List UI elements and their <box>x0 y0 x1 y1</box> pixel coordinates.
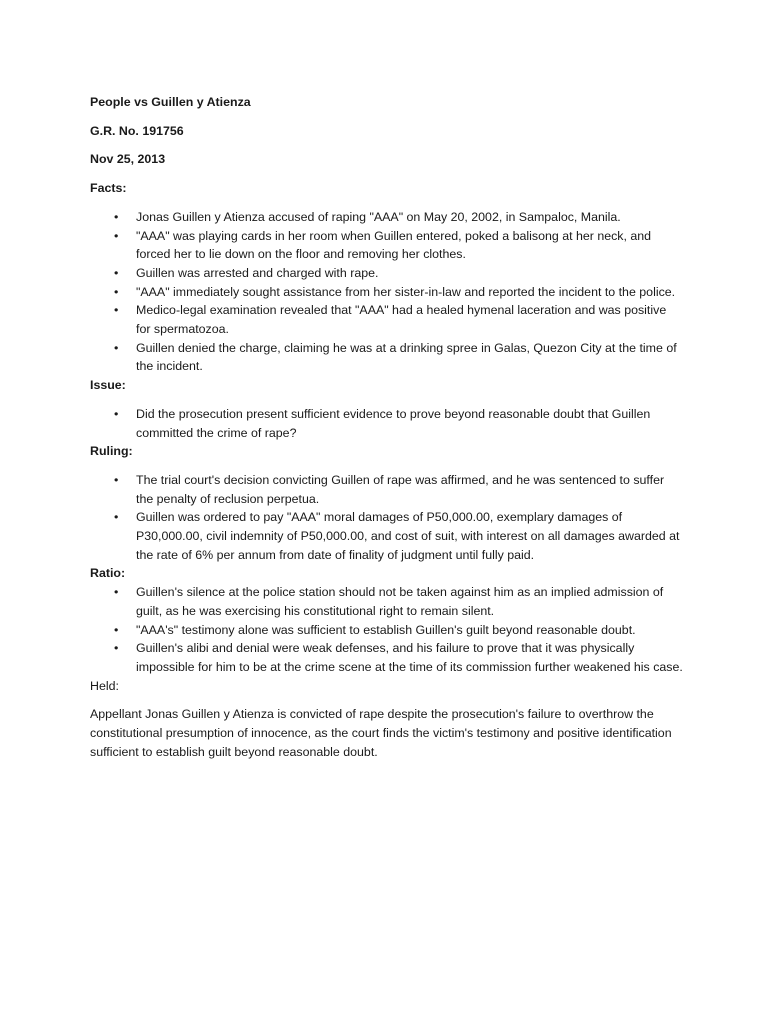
list-item <box>90 339 684 376</box>
ratio-list <box>90 583 684 677</box>
bullet-icon: • <box>114 340 119 355</box>
list-item-text: "AAA's" testimony alone was sufficient to establish Guillen's guilt beyond reasonable doubt. <box>136 622 636 637</box>
list-item <box>90 264 684 283</box>
issue-heading: Issue: <box>90 378 126 393</box>
list-item-text: Guillen's alibi and denial were weak defenses, and his failure to prove that it was physically impossible for him to be at the crime scene at the time of its commission further weakened his case. <box>136 641 683 674</box>
list-item-text: Jonas Guillen y Atienza accused of raping "AAA" on May 20, 2002, in Sampaloc, Manila. <box>136 209 621 224</box>
case-date: Nov 25, 2013 <box>90 152 166 167</box>
bullet-icon: • <box>114 228 119 243</box>
list-item <box>90 471 684 508</box>
list-item <box>90 621 684 640</box>
list-item-text: The trial court's decision convicting Guillen of rape was affirmed, and he was sentenced to suffer the penalty of reclusion perpetua. <box>136 472 665 506</box>
list-item-text: Guillen's silence at the police station should not be taken against him as an implied admission of guilt, as he was exercising his constitutional right to remain silent. <box>136 585 664 618</box>
bullet-icon: • <box>114 472 119 487</box>
bullet-icon: • <box>114 622 119 637</box>
held-heading: Held: <box>90 678 119 693</box>
list-item-text: Guillen was arrested and charged with rape. <box>136 265 379 280</box>
case-title: People vs Guillen y Atienza <box>90 95 251 109</box>
list-item <box>90 227 684 264</box>
ruling-heading: Ruling: <box>90 444 133 459</box>
list-item <box>90 583 684 620</box>
bullet-icon: • <box>114 284 119 299</box>
list-item <box>90 301 684 338</box>
list-item-text: Medico-legal examination revealed that "AAA" had a healed hymenal laceration and was positive for spermatozoa. <box>136 303 667 337</box>
case-digest <box>90 93 684 762</box>
list-item <box>90 639 684 676</box>
held-text: Appellant Jonas Guillen y Atienza is convicted of rape despite the prosecution's failure to overthrow the constitutional presumption of innocence, as the court finds the victim's testimony and positive identification sufficient to establish guilt beyond reasonable doubt. <box>90 707 672 759</box>
bullet-icon: • <box>114 641 119 656</box>
list-item <box>90 208 684 227</box>
list-item <box>90 283 684 302</box>
bullet-icon: • <box>114 406 119 421</box>
bullet-icon: • <box>114 265 119 280</box>
bullet-icon: • <box>114 303 119 318</box>
list-item-text: Guillen denied the charge, claiming he was at a drinking spree in Galas, Quezon City at the time of the incident. <box>136 340 677 374</box>
list-item-text: "AAA" was playing cards in her room when Guillen entered, poked a balisong at her neck, and forced her to lie down on the floor and removing her clothes. <box>136 228 652 262</box>
facts-heading: Facts: <box>90 181 127 196</box>
ratio-heading: Ratio: <box>90 566 126 581</box>
list-item <box>90 508 684 564</box>
ruling-list <box>90 471 684 565</box>
list-item-text: "AAA" immediately sought assistance from her sister-in-law and reported the incident to the police. <box>136 284 676 299</box>
case-number: G.R. No. 191756 <box>90 123 184 138</box>
bullet-icon: • <box>114 585 119 600</box>
list-item-text: Guillen was ordered to pay "AAA" moral damages of P50,000.00, exemplary damages of P30,000.00, civil indemnity of P50,000.00, and cost of suit, with interest on all damages awarded at the rate of 6% per annum from date of finality of judgment until fully paid. <box>136 510 680 562</box>
list-item-text: Did the prosecution present sufficient evidence to prove beyond reasonable doubt that Guillen committed the crime of rape? <box>136 406 651 440</box>
bullet-icon: • <box>114 209 119 224</box>
facts-list <box>90 208 684 376</box>
issue-list <box>90 405 684 442</box>
bullet-icon: • <box>114 510 119 525</box>
list-item <box>90 405 684 442</box>
